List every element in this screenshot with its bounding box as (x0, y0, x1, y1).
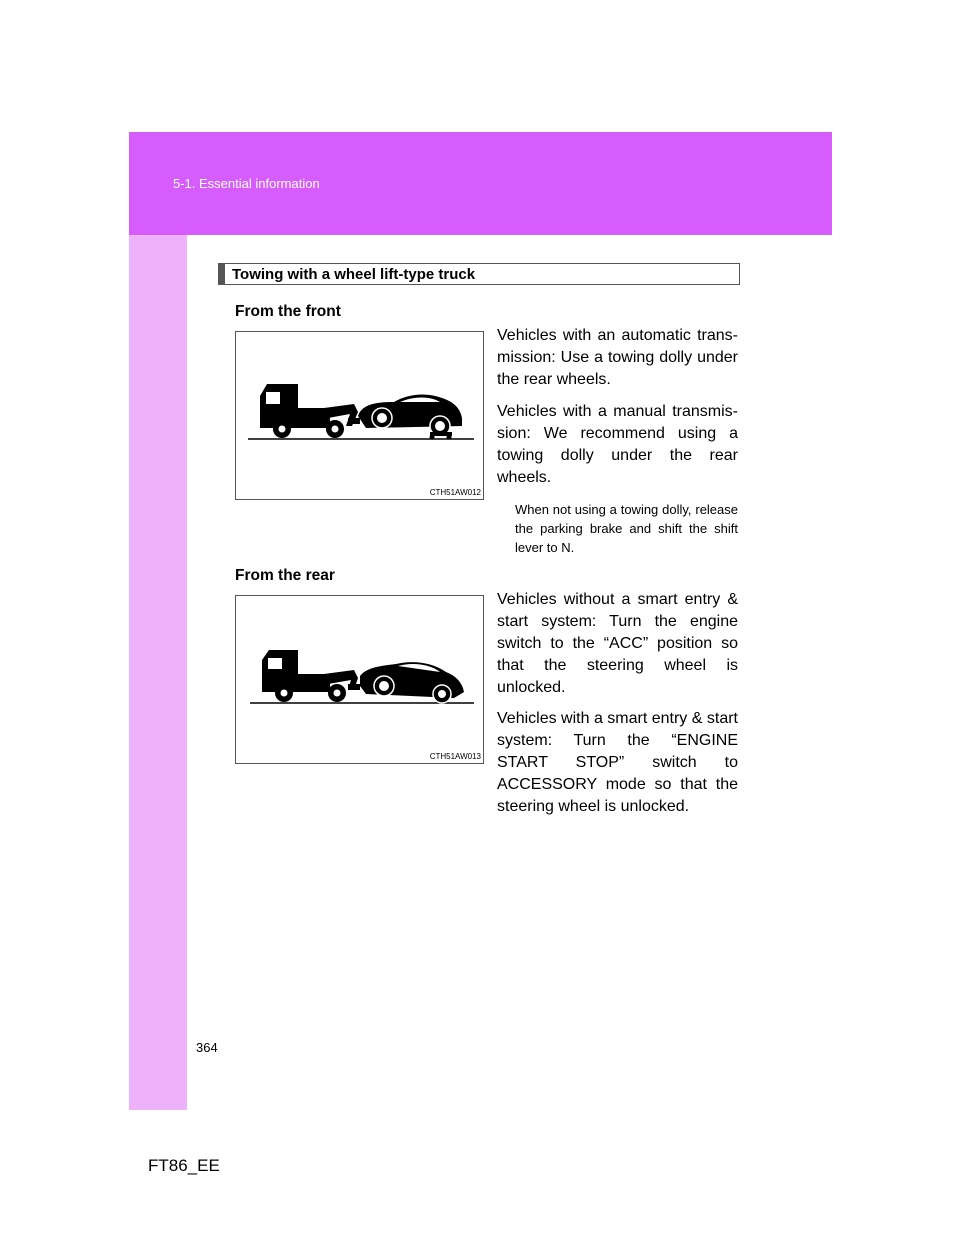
section-title-bar (218, 263, 740, 285)
page-number: 364 (196, 1040, 218, 1055)
rear-paragraph-2: Vehicles with a smart entry & start system: Turn the “ENGINE START STOP” switch to ACCESSORY mode so that the steering wheel is unlocked. (497, 710, 738, 815)
section-marker (219, 264, 225, 284)
document-code: FT86_EE (148, 1156, 220, 1175)
figure-code: CTH51AW012 (429, 488, 481, 497)
front-paragraph-1: Vehicles with an automatic trans-mission: Use a towing dolly under the rear wheels. (497, 327, 738, 388)
front-heading: From the front (235, 303, 341, 320)
rear-paragraph-1: Vehicles without a smart entry & start system: Turn the engine switch to the “ACC” position so that the steering wheel is unlocked. (497, 591, 738, 696)
front-tow-illustration (235, 331, 484, 500)
breadcrumb: 5-1. Essential information (173, 176, 320, 191)
rear-tow-illustration (235, 595, 484, 764)
rear-heading: From the rear (235, 567, 335, 584)
front-paragraph-2: Vehicles with a manual transmis-sion: We recommend using a towing dolly under the rear wheels. (497, 403, 738, 486)
tow-truck-rear-illustration (236, 596, 485, 765)
side-band (129, 235, 187, 1110)
tow-truck-front-illustration (236, 332, 485, 501)
front-note: When not using a towing dolly, release the parking brake and shift the shift lever to N. (515, 502, 738, 555)
section-title: Towing with a wheel lift-type truck (232, 266, 476, 283)
figure-code: CTH51AW013 (429, 752, 481, 761)
